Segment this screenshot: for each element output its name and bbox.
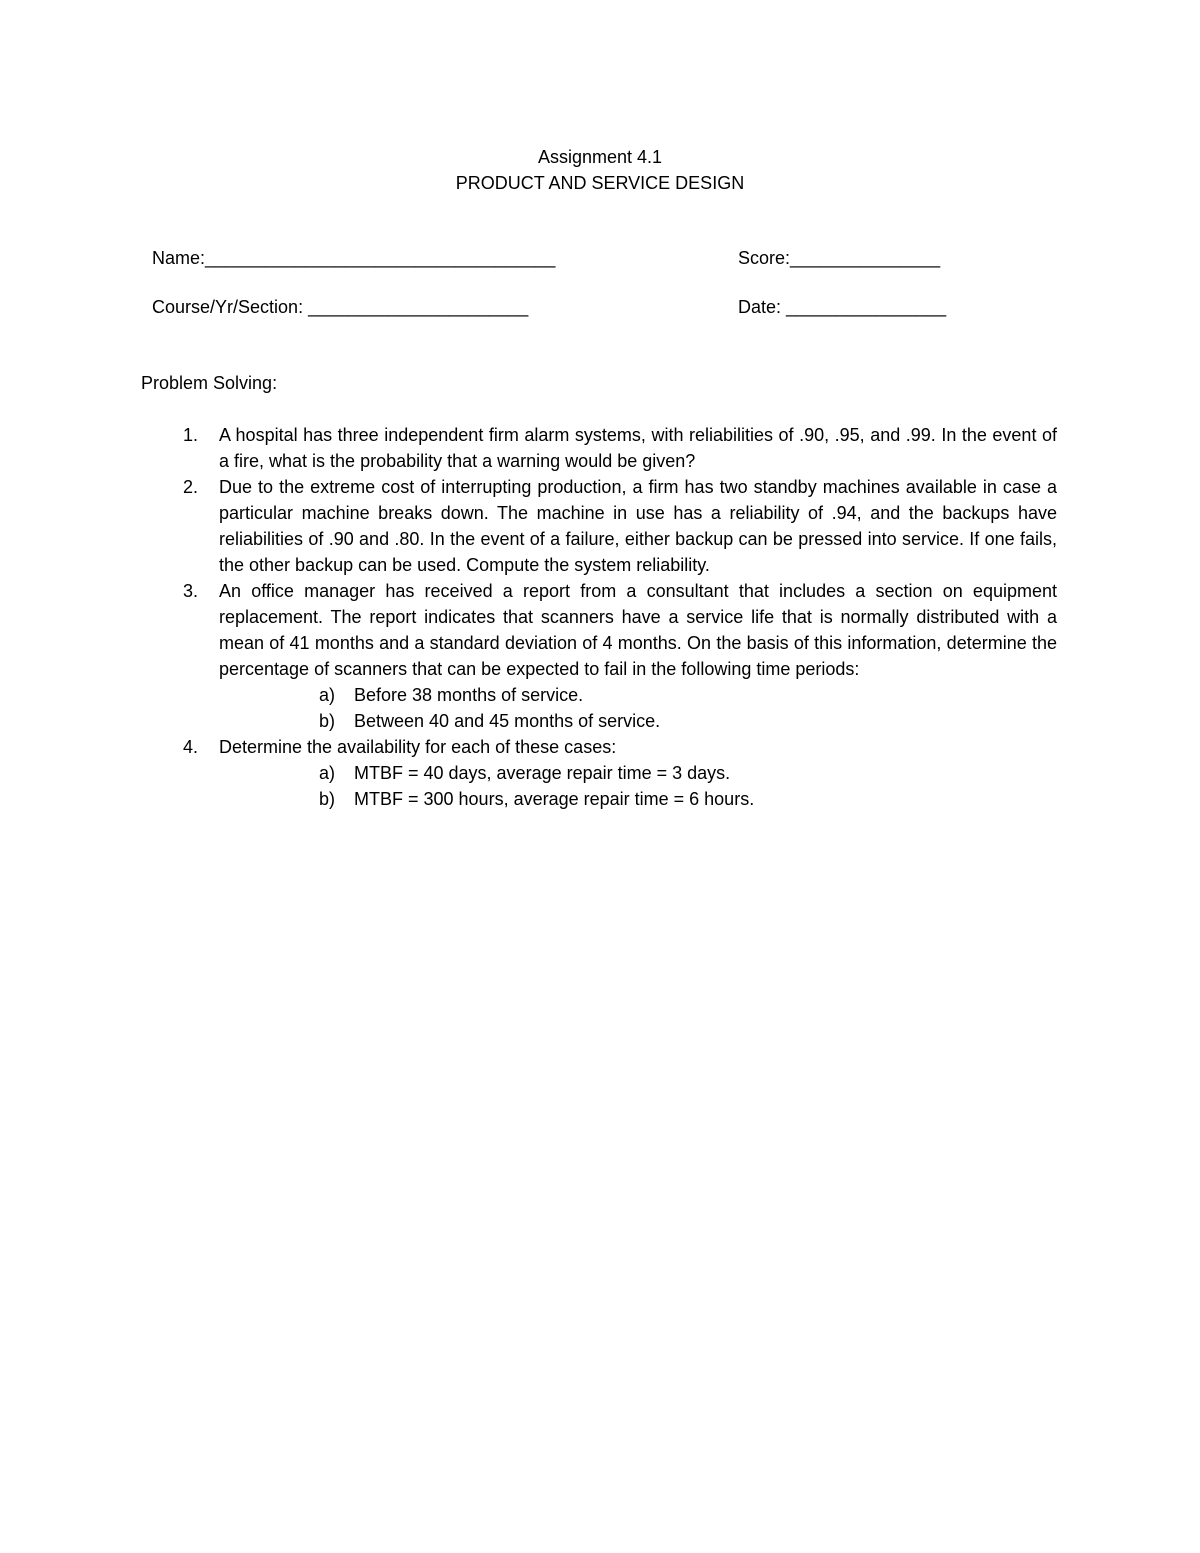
sub-question-letter: a) <box>319 685 336 705</box>
problem-number: 2. <box>183 477 199 497</box>
problem-item <box>183 422 1057 474</box>
problem-item <box>183 734 1057 812</box>
problem-number: 3. <box>183 581 199 601</box>
sub-question-letter: b) <box>319 789 336 809</box>
sub-question-text: Before 38 months of service. <box>354 685 584 705</box>
problem-item <box>183 578 1057 734</box>
problem-number: 4. <box>183 737 199 757</box>
date-field: Date: ________________ <box>738 297 947 317</box>
problem-item <box>183 474 1057 578</box>
sub-question-letter: b) <box>319 711 336 731</box>
sub-question <box>219 760 1057 786</box>
course-field: Course/Yr/Section: ______________________ <box>152 297 529 317</box>
problem-text: An office manager has received a report from a consultant that includes a section on equipment replacement. The report indicates that scanners have a service life that is normally distributed with a mean of 41 months and a standard deviation of 4 months. On the basis of this information, determine the percentage of scanners that can be expected to fail in the following time periods: <box>219 581 1057 679</box>
sub-question-text: Between 40 and 45 months of service. <box>354 711 661 731</box>
assignment-title: Assignment 4.1 <box>537 147 663 167</box>
sub-question-text: MTBF = 40 days, average repair time = 3 days. <box>354 763 731 783</box>
problem-text: Due to the extreme cost of interrupting production, a firm has two standby machines available in case a particular machine breaks down. The machine in use has a reliability of .94, and the backups have reliabilities of .90 and .80. In the event of a failure, either backup can be pressed into service. If one fails, the other backup can be used. Compute the system reliability. <box>219 477 1057 575</box>
problem-text: A hospital has three independent firm alarm systems, with reliabilities of .90, .95, and .99. In the event of a fire, what is the probability that a warning would be given? <box>219 425 1057 471</box>
sub-question-text: MTBF = 300 hours, average repair time = 6 hours. <box>354 789 755 809</box>
sub-question <box>219 708 1057 734</box>
sub-question-letter: a) <box>319 763 336 783</box>
sub-question <box>219 786 1057 812</box>
sub-question <box>219 682 1057 708</box>
section-heading: Problem Solving: <box>141 373 278 393</box>
sub-question-list <box>219 682 1057 734</box>
score-field: Score:_______________ <box>738 248 941 268</box>
name-field: Name:___________________________________ <box>152 248 556 268</box>
problem-list <box>183 422 1057 812</box>
assignment-subtitle: PRODUCT AND SERVICE DESIGN <box>455 173 745 193</box>
problem-number: 1. <box>183 425 199 445</box>
sub-question-list <box>219 760 1057 812</box>
problem-text: Determine the availability for each of these cases: <box>219 737 617 757</box>
document-header <box>0 144 1200 196</box>
